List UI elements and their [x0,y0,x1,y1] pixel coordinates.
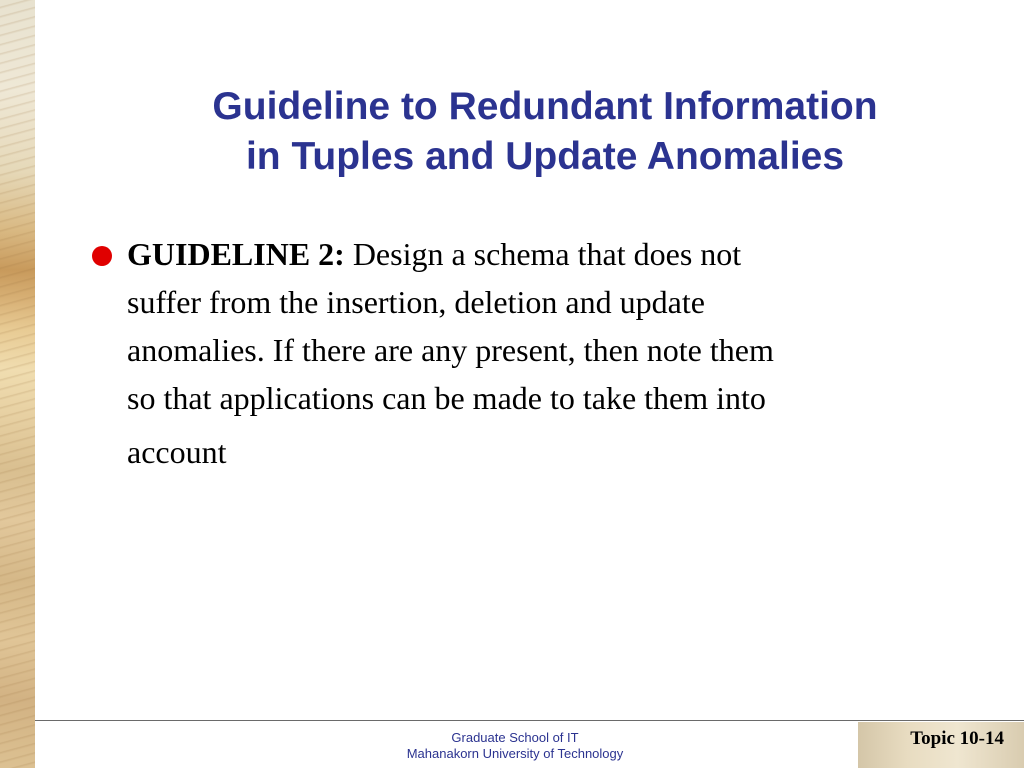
bullet-text-line3: anomalies. If there are any present, then note them [127,332,774,368]
footer-university: Mahanakorn University of Technology [406,746,624,761]
topic-box [858,722,1024,768]
desert-strip-decoration [0,0,35,768]
topic-number: Topic 10-14 [910,728,1004,749]
bullet-text-line4: so that applications can be made to take them into [127,380,766,416]
footer-institution [370,730,660,762]
bullet-text-line2: suffer from the insertion, deletion and update [127,284,705,320]
bullet-text-line5: account [127,434,227,470]
footer-divider [35,720,1024,721]
slide-title-line2: in Tuples and Update Anomalies [245,135,845,178]
bullet-text-line1: Design a schema that does not [352,236,742,272]
list-item [92,230,942,476]
slide-title-line1: Guideline to Redundant Information [212,85,878,128]
footer-school: Graduate School of IT [451,730,579,745]
bullet-dot-icon [92,246,112,266]
bullet-list [92,230,942,476]
slide-title [120,82,970,182]
bullet-line-1 [127,230,942,278]
guideline-label: GUIDELINE 2: [127,236,345,272]
